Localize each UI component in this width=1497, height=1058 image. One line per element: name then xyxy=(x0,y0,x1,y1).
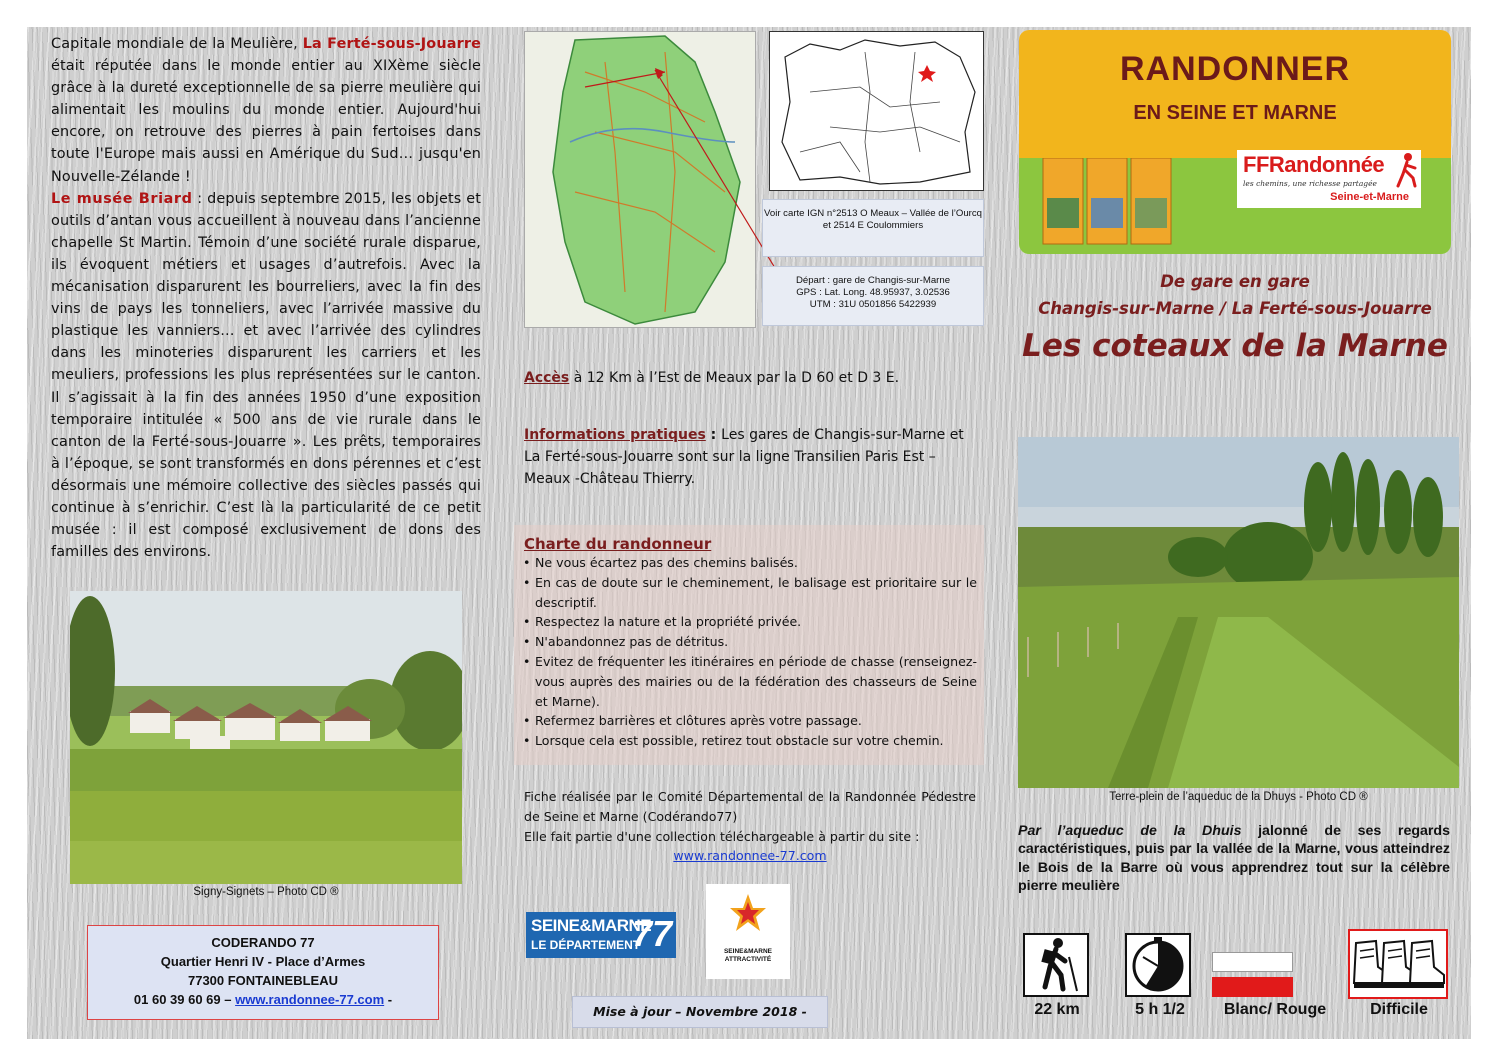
aqueduc-photo-caption: Terre-plein de l’aqueduc de la Dhuys - Photo CD ® xyxy=(1109,791,1368,803)
address-name: CODERANDO 77 xyxy=(211,935,315,950)
balisage-white-mark xyxy=(1212,952,1293,972)
town-name: La Ferté-sous-Jouarre xyxy=(302,36,481,52)
route-description xyxy=(1018,822,1450,896)
difficulty-value: Difficile xyxy=(1370,1001,1428,1018)
duration-value: 5 h 1/2 xyxy=(1135,1001,1185,1018)
route-title: Les coteaux de la Marne xyxy=(1022,328,1448,364)
route-subtitle: De gare en gare xyxy=(1160,272,1310,291)
depart-info xyxy=(762,266,984,326)
walking-distance-icon xyxy=(1023,933,1089,997)
infos-colon: : xyxy=(705,427,722,443)
charte-item: • Ne vous écartez pas des chemins balisés. xyxy=(523,553,977,573)
address-website-link[interactable]: www.randonnee-77.com xyxy=(235,992,385,1007)
hiker-logo-icon xyxy=(1395,152,1419,188)
depart-gps: GPS : Lat. Long. 48.95937, 3.02536 xyxy=(796,287,950,298)
aqueduc-photo xyxy=(1018,437,1459,788)
intro-after: était réputée dans le monde entier au XIXème siècle grâce à la dureté exceptionnelle de sa pierre meulière qui alimentait les moulins du monde entier. Aujourd'hui encore, on retrouve des pierres à pain fertoises dans toute l'Europe mais aussi en Amérique du Sud… jusqu'en Nouvelle-Zélande ! xyxy=(51,58,481,185)
charte-box xyxy=(514,525,984,765)
address-street: Quartier Henri IV - Place d’Armes xyxy=(160,954,366,969)
attractivite-star-icon xyxy=(706,884,790,944)
village-photo-caption: Signy-Signets – Photo CD ® xyxy=(193,886,339,898)
ffr-tagline: les chemins, une richesse partagée xyxy=(1243,179,1377,188)
infos-text: Les gares de Changis-sur-Marne et La Ferté-sous-Jouarre sont sur la ligne Transilien Paris Est – Meaux -Château Thierry. xyxy=(524,427,964,487)
musee-text: : depuis septembre 2015, les objets et outils d’antan vous accueillent à nouveau dans l’ancienne chapelle St Martin. Témoin d’une société rurale disparue, ils évoquent métiers et usages d’autrefois. Avec la mécanisation disparurent les bourreliers, avec la fin des vins de pays les tonneliers, avec l’arrivée massive du plastique les vanniers… et avec l’arrivée des cylindres dans les minoteries disparurent les carriers et les meuliers, professions les plus représentées sur le canton. Il s’agissait à la fin des années 1950 d’une exposition temporaire intitulée « 500 ans de vie rurale dans le canton de la Ferté-sous-Jouarre ». Les prêts, temporaires à l’époque, se sont transformés en dons pérennes et c’est désormais une mémoire collective des siècles passés qui continue à s’enrichir. C’est là la particularité de ce petit musée : il est composé exclusivement de dons des familles des environs. xyxy=(51,190,481,561)
address-city: 77300 FONTAINEBLEAU xyxy=(187,973,338,988)
infos-label: Informations pratiques xyxy=(524,427,706,443)
acces-paragraph xyxy=(524,367,979,389)
guidebooks-image xyxy=(1041,158,1181,248)
banner-title: RANDONNER xyxy=(1120,50,1350,88)
dept-logo-line1: SEINE&MARNE xyxy=(531,916,652,935)
address-tail: - xyxy=(384,992,393,1007)
address-phone: 01 60 39 60 69 – xyxy=(133,992,236,1007)
balisage-value: Blanc/ Rouge xyxy=(1223,1001,1327,1018)
route-stations: Changis-sur-Marne / La Ferté-sous-Jouarre xyxy=(1038,299,1432,318)
acces-text: à 12 Km à l’Est de Meaux par la D 60 et D 3 E. xyxy=(569,370,900,386)
acces-label: Accès xyxy=(524,370,570,386)
dept-logo-line2: LE DÉPARTEMENT xyxy=(531,938,641,952)
description-italic: Par l’aqueduc de la Dhuis xyxy=(1018,823,1242,839)
charte-item: • Evitez de fréquenter les itinéraires en période de chasse (renseignez-vous auprès des mairies ou de la fédération des chasseurs de Seine et Marne). xyxy=(523,652,977,711)
balisage-red-mark xyxy=(1212,977,1293,997)
depart-utm: UTM : 31U 0501856 5422939 xyxy=(809,299,937,310)
charte-item: • En cas de doute sur le cheminement, le balisage est prioritaire sur le descriptif. xyxy=(523,573,977,613)
ign-map-info: Voir carte IGN n°2513 O Meaux – Vallée de l’Ourcq et 2514 E Coulommiers xyxy=(762,199,984,257)
banner-subtitle: EN SEINE ET MARNE xyxy=(1133,102,1337,124)
address-box xyxy=(87,925,439,1020)
attractivite-logo-text: SEINE&MARNE ATTRACTIVITÉ xyxy=(723,948,773,963)
difficulty-boots-icon xyxy=(1348,929,1448,999)
description-text: jalonné de ses regards caractéristiques, puis par la vallée de la Marne, vous atteindrez le Bois de la Barre où vous apprendrez tout sur la célèbre pierre meulière xyxy=(1018,823,1450,895)
address-contact xyxy=(88,990,438,1009)
fiche-text: Fiche réalisée par le Comité Départemental de la Randonnée Pédestre de Seine et Marne (Codérando77) xyxy=(524,789,976,824)
intro-before: Capitale mondiale de la Meulière, xyxy=(51,36,303,52)
fiche-text-2: Elle fait partie d'une collection téléchargeable à partir du site : xyxy=(524,828,920,844)
infos-paragraph xyxy=(524,424,979,490)
charte-item: • Respectez la nature et la propriété privée. xyxy=(523,612,977,632)
duration-clock-icon xyxy=(1125,933,1191,997)
charte-item: • Lorsque cela est possible, retirez tout obstacle sur votre chemin. xyxy=(523,731,977,751)
seine-et-marne-attractivite-logo xyxy=(706,884,790,979)
france-idf-map xyxy=(769,31,984,191)
ffrandonnee-logo xyxy=(1237,150,1421,208)
village-photo xyxy=(70,591,462,884)
depart-station: Départ : gare de Changis-sur-Marne xyxy=(795,275,951,286)
ffr-logo-text: FFRandonnée xyxy=(1243,152,1385,177)
intro-paragraph xyxy=(51,33,481,563)
charte-title: Charte du randonneur xyxy=(524,535,712,553)
banner xyxy=(1019,30,1451,254)
charte-item: • N'abandonnez pas de détritus. xyxy=(523,632,977,652)
fiche-website-link[interactable]: www.randonnee-77.com xyxy=(673,848,827,864)
charte-item: • Refermez barrières et clôtures après votre passage. xyxy=(523,711,977,731)
update-date: Mise à jour – Novembre 2018 - xyxy=(572,996,828,1028)
ffr-region: Seine-et-Marne xyxy=(1330,191,1409,203)
distance-value: 22 km xyxy=(1034,1001,1080,1018)
musee-title: Le musée Briard xyxy=(51,190,193,207)
charte-list xyxy=(523,553,977,751)
fiche-paragraph xyxy=(524,787,976,866)
seine-et-marne-dept-logo xyxy=(526,912,676,958)
dept-logo-number: 77 xyxy=(631,913,672,954)
